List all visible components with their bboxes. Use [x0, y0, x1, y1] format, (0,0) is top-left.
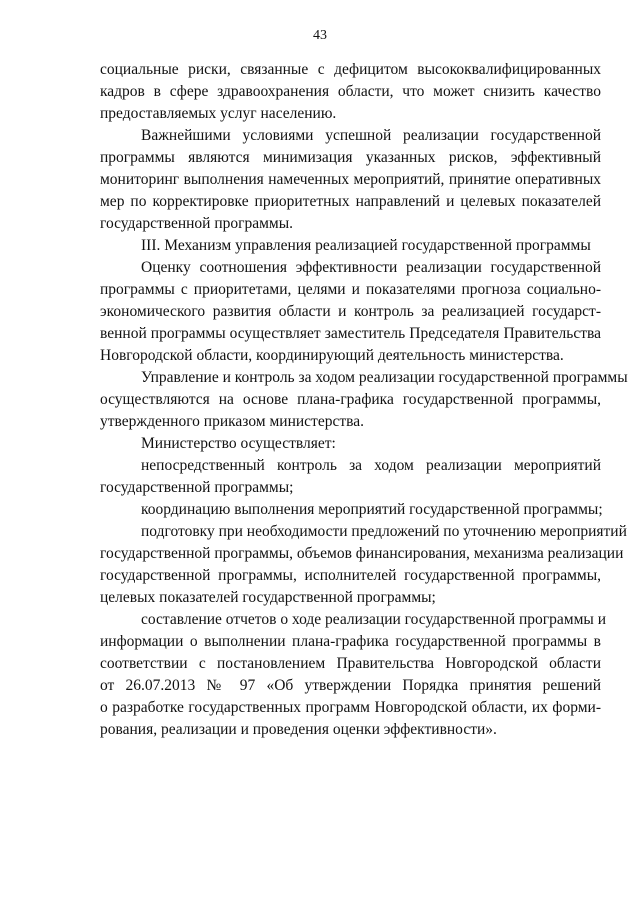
body-text-line: венной программы осуществляет заместитель Председателя Правительства	[100, 325, 601, 342]
body-text-line: осуществляются на основе плана-графика государственной программы,	[100, 391, 601, 408]
body-text-line: о разработке государственных программ Новгородской области, их форми-	[100, 699, 601, 716]
body-text-line: Важнейшими условиями успешной реализации государственной	[141, 127, 601, 144]
body-text-line: социальные риски, связанные с дефицитом высококвалифицированных	[100, 61, 601, 78]
body-text-line: координацию выполнения мероприятий государственной программы;	[141, 501, 603, 518]
body-text-line: рования, реализации и проведения оценки эффективности».	[100, 721, 497, 738]
body-text-line: мер по корректировке приоритетных направлений и целевых показателей	[100, 193, 601, 210]
body-text-line: программы с приоритетами, целями и показателями прогноза социально-	[100, 281, 601, 298]
body-text-line: целевых показателей государственной программы;	[100, 589, 436, 606]
page-number: 43	[313, 28, 327, 43]
body-text-line: кадров в сфере здравоохранения области, что может снизить качество	[100, 83, 601, 100]
body-text-line: Новгородской области, координирующий деятельность министерства.	[100, 347, 564, 364]
body-text-line: мониторинг выполнения намеченных мероприятий, принятие оперативных	[100, 171, 601, 188]
body-text-line: составление отчетов о ходе реализации государственной программы и	[141, 611, 606, 628]
body-text-line: утвержденного приказом министерства.	[100, 413, 364, 430]
section-heading: III. Механизм управления реализацией государственной программы	[141, 237, 591, 254]
body-text-line: непосредственный контроль за ходом реализации мероприятий	[141, 457, 601, 474]
body-text-line: экономического развития области и контроль за реализацией государст-	[100, 303, 601, 320]
body-text-line: соответствии с постановлением Правительства Новгородской области	[100, 655, 601, 672]
body-text-line: государственной программы, исполнителей государственной программы,	[100, 567, 601, 584]
body-text-line: Министерство осуществляет:	[141, 435, 336, 452]
body-text-line: Управление и контроль за ходом реализации государственной программы	[141, 369, 628, 386]
body-text-line: подготовку при необходимости предложений по уточнению мероприятий	[141, 523, 627, 540]
body-text-line: государственной программы;	[100, 479, 294, 496]
body-text-line: Оценку соотношения эффективности реализации государственной	[141, 259, 601, 276]
body-text-line: от 26.07.2013 № 97 «Об утверждении Порядка принятия решений	[100, 677, 601, 694]
body-text-line: информации о выполнении плана-графика государственной программы в	[100, 633, 601, 650]
body-text-line: государственной программы, объемов финансирования, механизма реализации	[100, 545, 624, 562]
body-text-line: предоставляемых услуг населению.	[100, 105, 337, 122]
body-text-line: программы являются минимизация указанных рисков, эффективный	[100, 149, 601, 166]
body-text-line: государственной программы.	[100, 215, 294, 232]
